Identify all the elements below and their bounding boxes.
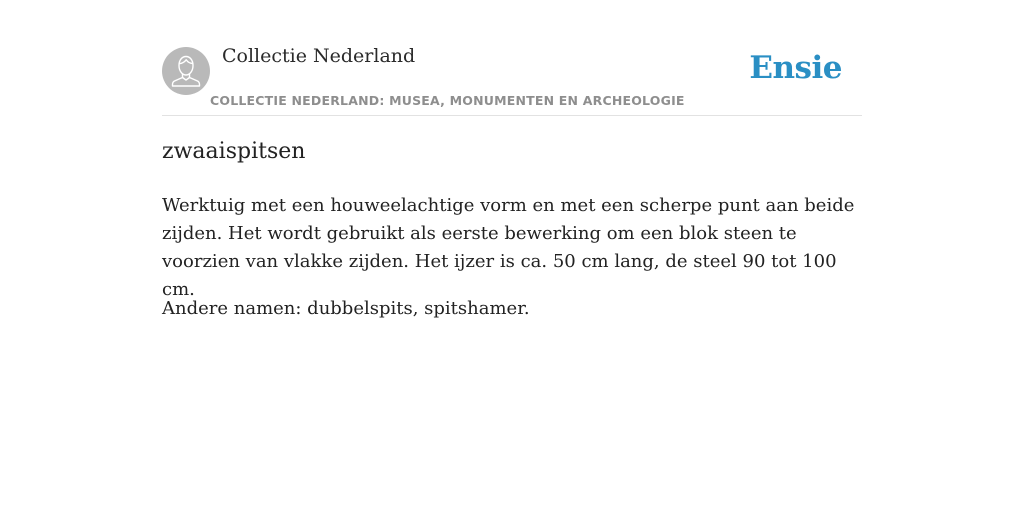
author-name[interactable]: Collectie Nederland [222,45,416,67]
author-avatar[interactable] [162,47,210,95]
user-icon [162,47,210,95]
entry-other-names: Andere namen: dubbelspits, spitshamer. [162,298,530,319]
entry-card [162,0,862,512]
entry-definition: Werktuig met een houweelachtige vorm en met een scherpe punt aan beide zijden. Het wordt gebruikt als eerste bewerking om een blok steen te voorzien van vlakke zijden. Het ijzer is ca. 50 cm lang, de steel 90 tot 100 cm. [162,195,855,300]
source-label[interactable]: COLLECTIE NEDERLAND: MUSEA, MONUMENTEN EN ARCHEOLOGIE [210,93,685,108]
ensie-logo[interactable]: Ensie [749,50,842,86]
entry-header [162,0,862,116]
entry-title: zwaaispitsen [162,139,306,164]
